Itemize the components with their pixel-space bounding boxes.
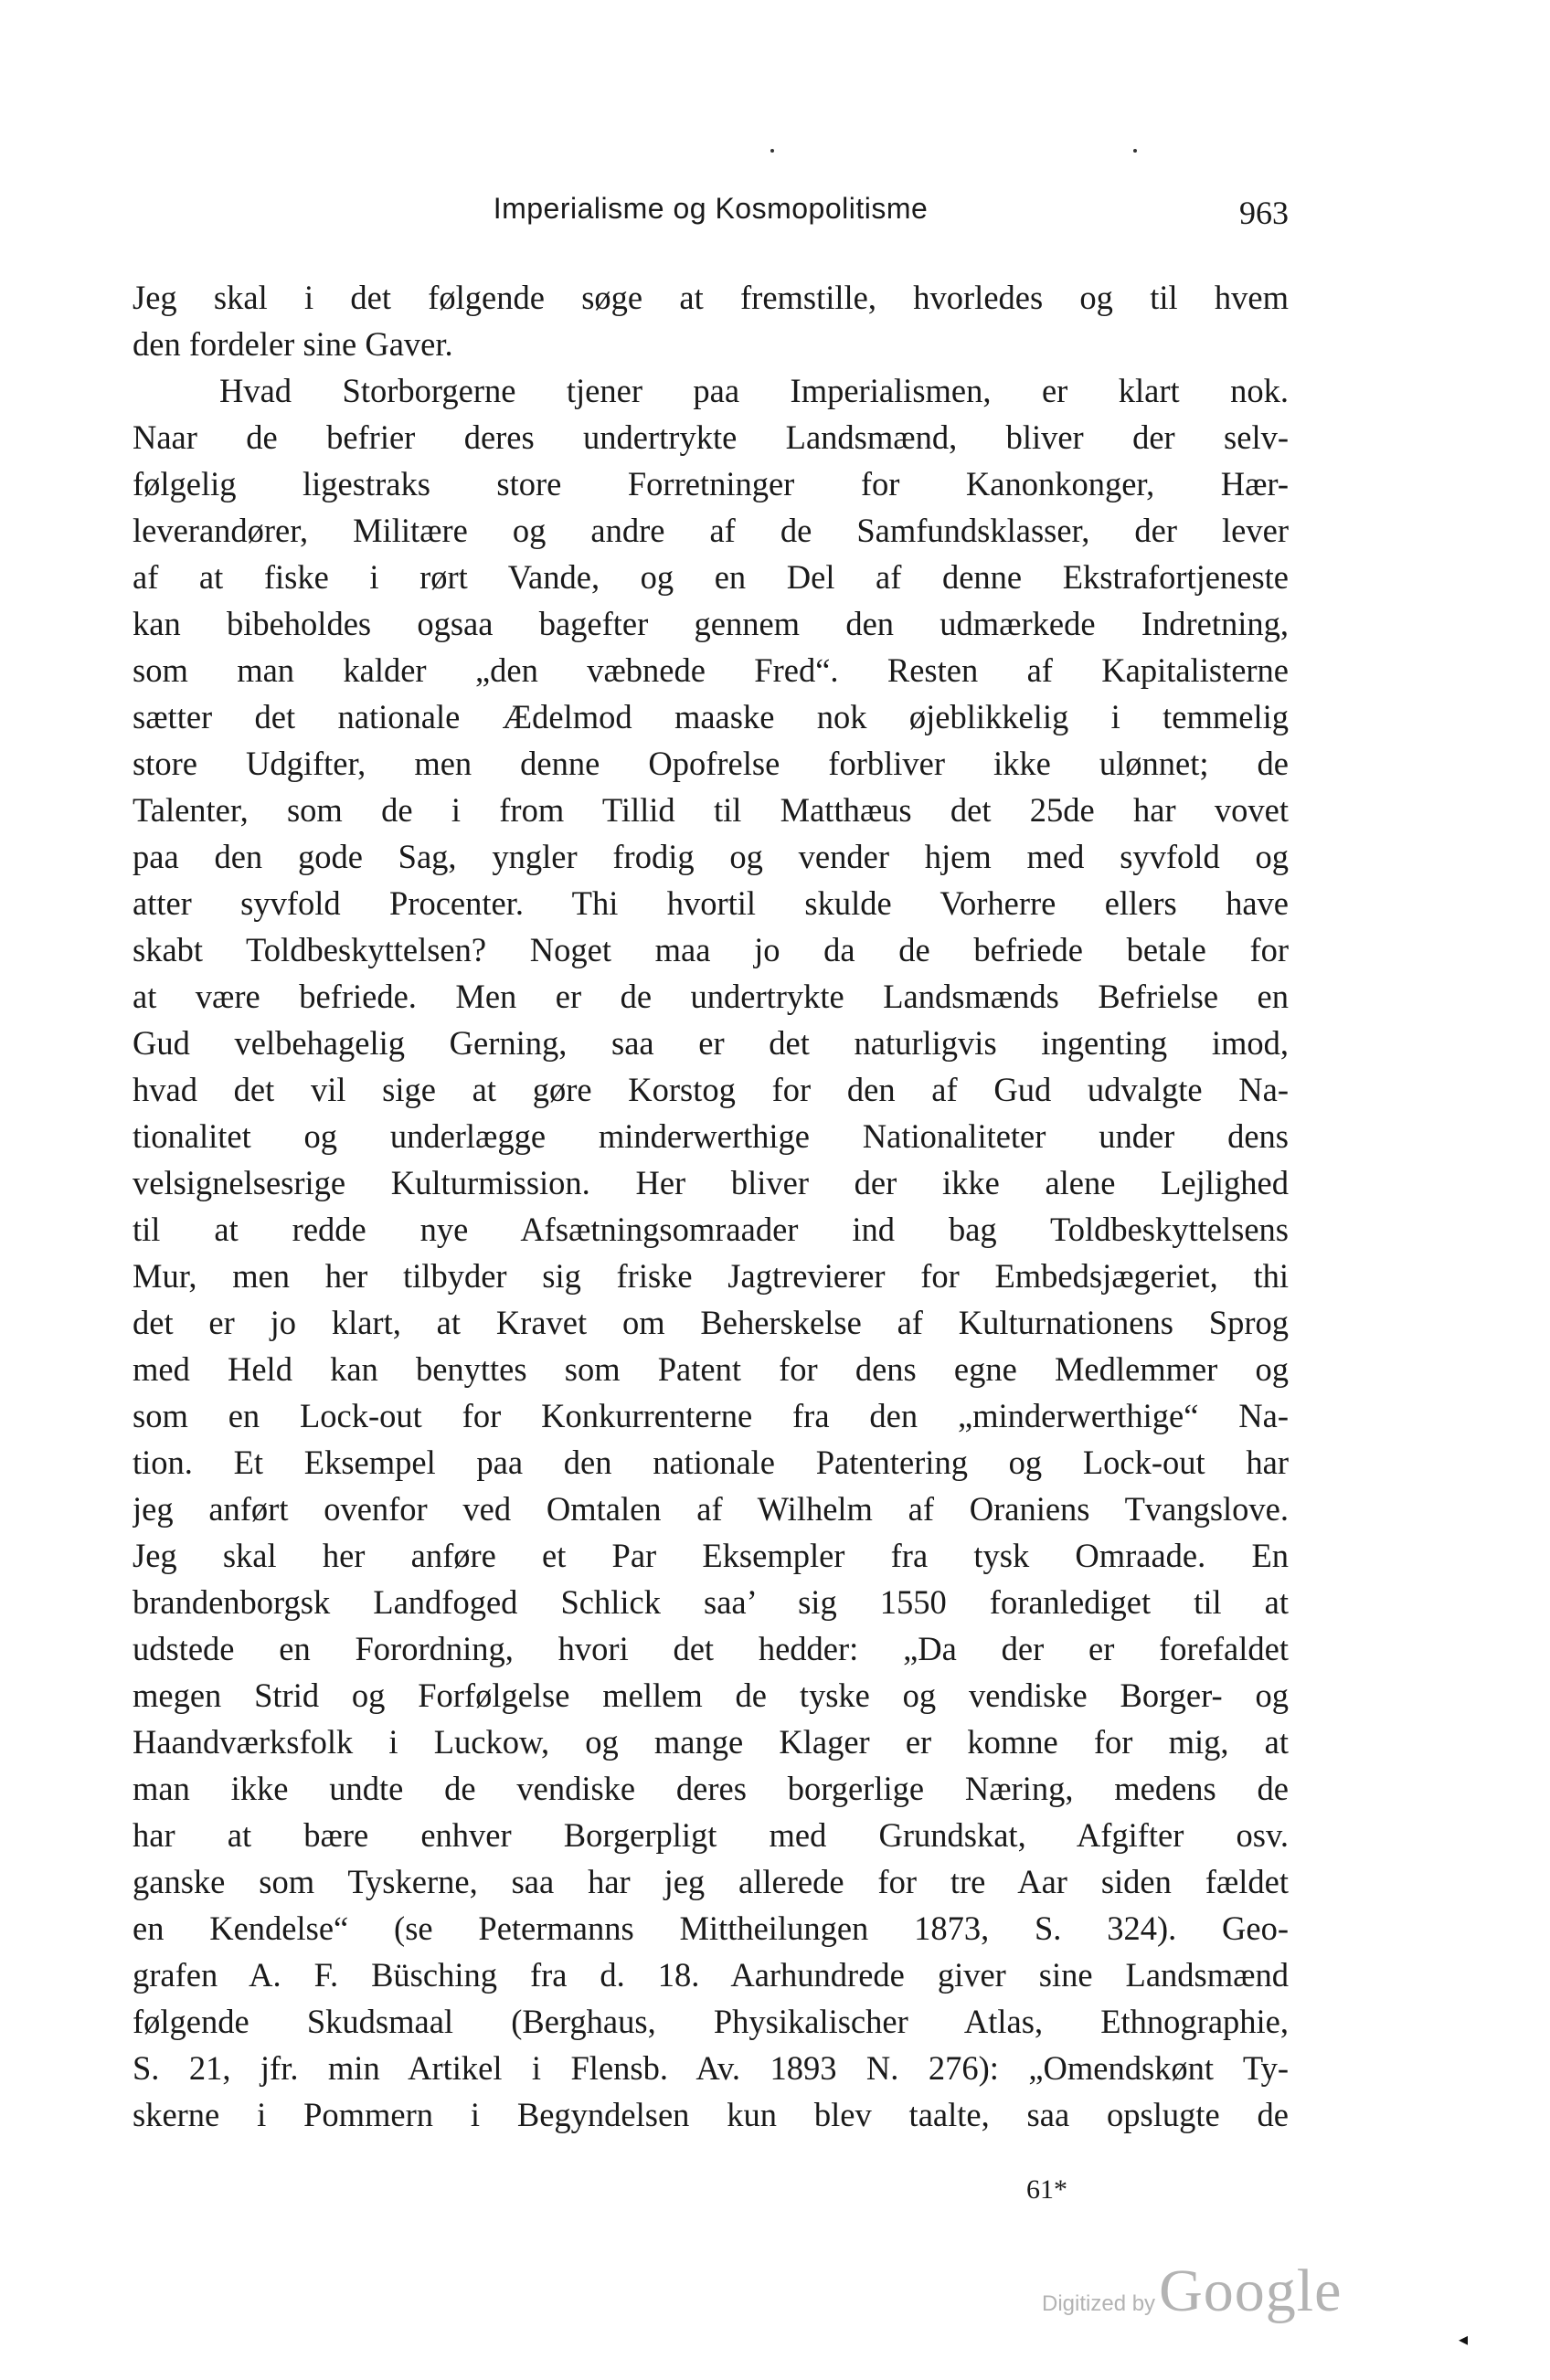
text-line: paa den gode Sag, yngler frodig og vender hjem med syvfold og: [133, 838, 1289, 875]
scan-speck: [770, 149, 774, 153]
text-line: grafen A. F. Büsching fra d. 18. Aarhundrede giver sine Landsmænd: [133, 1956, 1289, 1994]
text-line: store Udgifter, men denne Opofrelse forbliver ikke ulønnet; de: [133, 745, 1289, 782]
text-line: ganske som Tyskerne, saa har jeg allerede for tre Aar siden fældet: [133, 1863, 1289, 1900]
text-line: det er jo klart, at Kravet om Beherskelse af Kulturnationens Sprog: [133, 1304, 1289, 1341]
text-line: atter syvfold Procenter. Thi hvortil skulde Vorherre ellers have: [133, 884, 1289, 922]
signature-mark: 61*: [1026, 2174, 1067, 2205]
text-line: velsignelsesrige Kulturmission. Her bliver der ikke alene Lejlighed: [133, 1164, 1289, 1201]
text-line: leverandører, Militære og andre af de Samfundsklasser, der lever: [133, 512, 1289, 549]
text-line: skerne i Pommern i Begyndelsen kun blev taalte, saa opslugte de: [133, 2096, 1289, 2133]
text-line: som en Lock-out for Konkurrenterne fra den „minderwerthige“ Na-: [133, 1397, 1289, 1434]
text-line: af at fiske i rørt Vande, og en Del af denne Ekstrafortjeneste: [133, 558, 1289, 596]
text-line: Jeg skal i det følgende søge at fremstille, hvorledes og til hvem: [133, 279, 1289, 316]
body-text: [133, 274, 1289, 2138]
text-line: med Held kan benyttes som Patent for dens egne Medlemmer og: [133, 1350, 1289, 1388]
text-line: udstede en Forordning, hvori det hedder: „Da der er forefaldet: [133, 1630, 1289, 1667]
text-line: følgende Skudsmaal (Berghaus, Physikalischer Atlas, Ethnographie,: [133, 2003, 1289, 2040]
text-line: den fordeler sine Gaver.: [133, 325, 453, 363]
text-line: megen Strid og Forfølgelse mellem de tyske og vendiske Borger- og: [133, 1677, 1289, 1714]
text-line: S. 21, jfr. min Artikel i Flensb. Av. 1893 N. 276): „Omendskønt Ty-: [133, 2049, 1289, 2087]
text-line: tion. Et Eksempel paa den nationale Patentering og Lock-out har: [133, 1444, 1289, 1481]
running-head: [133, 192, 1289, 238]
text-line: brandenborgsk Landfoged Schlick saa’ sig 1550 foranlediget til at: [133, 1583, 1289, 1621]
text-line: man ikke undte de vendiske deres borgerlige Næring, medens de: [133, 1770, 1289, 1807]
watermark-google-logo: Google: [1159, 2258, 1343, 2324]
running-title: Imperialisme og Kosmopolitisme: [493, 192, 929, 225]
text-line: kan bibeholdes ogsaa bagefter gennem den udmærkede Indretning,: [133, 605, 1289, 642]
text-line: sætter det nationale Ædelmod maaske nok øjeblikkelig i temmelig: [133, 698, 1289, 735]
text-line: Haandværksfolk i Luckow, og mange Klager er komne for mig, at: [133, 1723, 1289, 1761]
text-line: Hvad Storborgerne tjener paa Imperialismen, er klart nok.: [219, 372, 1289, 409]
text-line: skabt Toldbeskyttelsen? Noget maa jo da de befriede betale for: [133, 931, 1289, 968]
text-line: som man kalder „den væbnede Fred“. Resten af Kapitalisterne: [133, 651, 1289, 689]
text-line: Jeg skal her anføre et Par Eksempler fra tysk Omraade. En: [133, 1537, 1289, 1574]
text-line: Naar de befrier deres undertrykte Landsmænd, bliver der selv-: [133, 418, 1289, 456]
text-line: at være befriede. Men er de undertrykte Landsmænds Befrielse en: [133, 978, 1289, 1015]
text-line: følgelig ligestraks store Forretninger for Kanonkonger, Hær-: [133, 465, 1289, 502]
text-line: en Kendelse“ (se Petermanns Mittheilungen 1873, S. 324). Geo-: [133, 1909, 1289, 1947]
scan-speck: [1133, 149, 1137, 153]
text-line: til at redde nye Afsætningsomraader ind bag Toldbeskyttelsens: [133, 1211, 1289, 1248]
text-line: jeg anført ovenfor ved Omtalen af Wilhelm af Oraniens Tvangslove.: [133, 1490, 1289, 1528]
watermark-digitized-by: Digitized by: [1042, 2291, 1156, 2316]
page-number: 963: [1239, 195, 1289, 231]
google-watermark: [1042, 2257, 1342, 2326]
text-line: Mur, men her tilbyder sig friske Jagtrevierer for Embedsjægeriet, thi: [133, 1257, 1289, 1295]
text-line: har at bære enhver Borgerpligt med Grundskat, Afgifter osv.: [133, 1816, 1289, 1854]
corner-arrow-icon: ◂: [1459, 2328, 1469, 2350]
text-line: Talenter, som de i from Tillid til Matthæus det 25de har vovet: [133, 791, 1289, 829]
text-line: hvad det vil sige at gøre Korstog for den af Gud udvalgte Na-: [133, 1071, 1289, 1108]
text-line: Gud velbehagelig Gerning, saa er det naturligvis ingenting imod,: [133, 1024, 1289, 1062]
text-line: tionalitet og underlægge minderwerthige Nationaliteter under dens: [133, 1117, 1289, 1155]
